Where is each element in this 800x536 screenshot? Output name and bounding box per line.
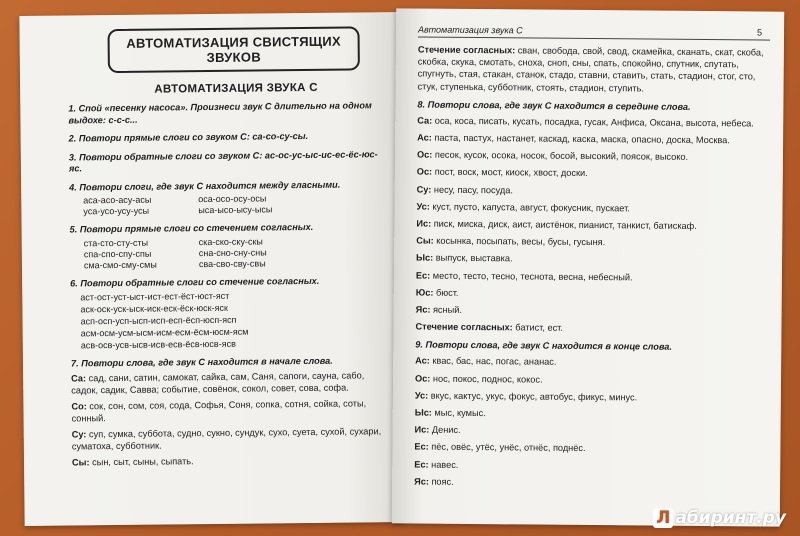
words-7-sa: Са: сад, сани, сатин, самокат, сайка, сам, Саня, сапоги, сауна, сабо, садок, садик, Савва; событие, совёнок, сокол, совет, сова, софа. xyxy=(71,369,365,395)
left-page xyxy=(19,12,404,526)
syllable-line: асм-осм-усм-ысм-исм-есм-ёсм-юсм-ясм xyxy=(80,326,249,339)
task-5: 5. Повтори прямые слоги со стечением согласных. xyxy=(69,221,314,235)
syllable-row: сна-сно-сну-сны xyxy=(198,246,267,258)
task-1: 1. Спой «песенку насоса». Произнеси звук С длительно на одном выдохе: с-с-с... xyxy=(68,100,372,125)
task-2: 2. Повтори прямые слоги со звуком С: са-со-су-сы. xyxy=(68,130,309,144)
syllable-line: аст-ост-уст-ыст-ист-ест-ёст-юст-яст xyxy=(80,290,230,303)
syllable-row: оса-осо-осу-осы xyxy=(198,193,267,205)
syllable-row: спа-спо-спу-спы xyxy=(83,248,152,259)
syllable-row: ска-ско-ску-скы xyxy=(198,235,263,247)
word-row: Ес: пёс, овёс, утёс, унёс, отнёс, поднёс. xyxy=(414,441,586,454)
syllable-row: ыса-ысо-ысу-ысы xyxy=(198,204,273,216)
chapter-title-box: АВТОМАТИЗАЦИЯ СВИСТЯЩИХ ЗВУКОВ xyxy=(107,26,359,73)
syllable-row: аса-асо-асу-асы xyxy=(83,194,152,206)
words-7-su: Су: суп, сумка, суббота, судно, сукно, сундук, сухо, суета, сухой, сухари, суматоха, субботник. xyxy=(71,425,382,451)
syllable-line: аск-оск-уск-ыск-иск-еск-ёск-юск-яск xyxy=(80,302,228,315)
word-row: Ыс: выпуск, выставка. xyxy=(416,252,513,264)
labirint-watermark: Л абиринт.ру xyxy=(653,508,786,528)
word-row: Ос: пост, воск, мост, киоск, хвост, доски. xyxy=(416,166,588,179)
word-row: Ас: квас, бас, нас, погас, ананас. xyxy=(415,355,557,368)
words-7-sy: Сы: сын, сыт, сыны, сыпать. xyxy=(71,455,194,467)
word-row: Ис: писк, миска, диск, аист, аистёнок, пианист, танкист, батискаф. xyxy=(416,218,697,231)
word-row: Ес: место, тесто, тесно, теснота, весна, небесный. xyxy=(415,270,633,283)
task-8: 8. Повтори слова, где звук С находится в середине слова. xyxy=(417,99,691,112)
page-number: 5 xyxy=(756,27,763,38)
word-row: Яс: ясный. xyxy=(415,304,462,315)
running-header-title: Автоматизация звука С xyxy=(418,24,523,36)
task-3: 3. Повтори обратные слоги со звуком С: ас-ос-ус-ыс-ис-ес-ёс-юс-яс. xyxy=(68,148,378,174)
syllable-row: ста-сто-сту-сты xyxy=(83,237,149,248)
syllable-row: сва-сво-сву-свы xyxy=(198,257,266,269)
open-book xyxy=(22,6,780,528)
word-row: Яс: пояс. xyxy=(414,476,454,487)
labirint-logo-icon: Л xyxy=(653,508,673,528)
section-subtitle: АВТОМАТИЗАЦИЯ ЗВУКА С xyxy=(154,81,318,96)
syllable-row: уса-усо-усу-усы xyxy=(83,205,150,217)
word-row: Стечение согласных: батист, ест. xyxy=(415,321,563,334)
word-row: Ыс: мыс, кумыс. xyxy=(414,407,486,419)
words-7-so: Со: сок, сон, сом, соя, сода, Софья, Соня, сопка, сотня, сойка, соты, сонный. xyxy=(71,397,367,423)
word-row: Ус: куст, пусто, капуста, август, фокусник, пускает. xyxy=(416,201,630,214)
syllable-line: асв-осв-усв-ысв-исв-есв-ёсв-юсв-ясв xyxy=(80,338,236,351)
task-4: 4. Повтори слоги, где звук С находится между гласными. xyxy=(69,179,341,192)
word-row: Ос: нос, покос, поднос, кокос. xyxy=(414,373,543,385)
word-row: Ес: навес. xyxy=(414,459,459,470)
task-9: 9. Повтори слова, где звук С находится в конце слова. xyxy=(415,339,673,353)
word-row: Юс: бюст. xyxy=(415,287,459,298)
word-row: Су: несу, пасу, посуда. xyxy=(416,184,513,195)
word-row: Ис: Денис. xyxy=(414,424,461,436)
word-row: Ус: вкус, кактус, укус, фокус, автобус, фикус, минус. xyxy=(414,390,638,403)
syllable-row: сма-смо-сму-смы xyxy=(83,259,157,270)
word-row: Ас: паста, пастух, настанет, каскад, каска, маска, опасно, доска, Москва. xyxy=(417,132,730,146)
task-6: 6. Повтори обратные слоги со стечение согласных. xyxy=(70,275,320,288)
syllables-5 xyxy=(84,235,314,270)
task-7: 7. Повтори слова, где звук С находится в начале слова. xyxy=(70,355,333,369)
syllables-4 xyxy=(83,193,313,217)
word-row: Сы: косынка, посыпать, весы, бусы, гусыня. xyxy=(416,235,606,248)
running-header xyxy=(418,25,770,41)
word-row: Ос: песок, кусок, осока, носок, босой, высокий, поясок, высоко. xyxy=(416,149,689,163)
word-row: Са: оса, коса, писать, кусать, посадка, гусак, Анфиса, Оксана, высота, небеса. xyxy=(417,115,754,129)
right-page xyxy=(392,8,784,526)
stech-block: Стечение согласных: сван, свобода, свой, свод, скамейка, сканать, скат, скоба, скобка, скука, смотать, сноха, сноп, сны, спать, спокойно, спутник, спутать, спугнуть, стая, стакан, станок, стадо, ставни, ставить, стать, стадион, стог, сто, стук, ступенька, субботник, стоять, стадион, ступить. xyxy=(417,44,764,94)
syllable-line: асп-осп-усп-ысп-исп-есп-ёсп-юсп-ясп xyxy=(80,314,237,327)
syllables-6 xyxy=(80,288,387,351)
